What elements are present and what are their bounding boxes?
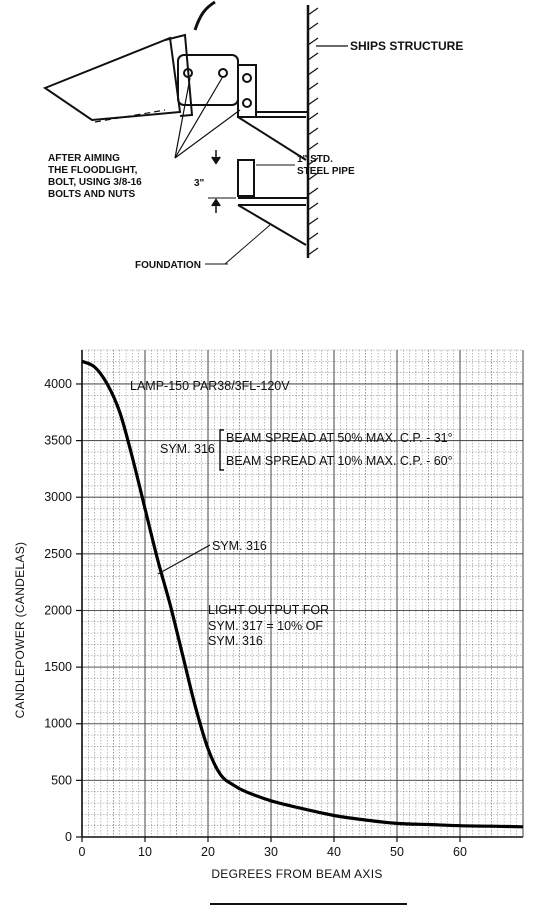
x-tick-label: 50 [390, 845, 404, 859]
label-after-aiming-1: AFTER AIMING [48, 153, 120, 164]
x-tick-label: 30 [264, 845, 278, 859]
y-axis-title: CANDLEPOWER (CANDELAS) [13, 541, 27, 719]
x-tick-label: 60 [453, 845, 467, 859]
y-tick-label: 1000 [44, 716, 72, 731]
x-axis-title: DEGREES FROM BEAM AXIS [211, 867, 383, 881]
candlepower-chart [0, 330, 537, 890]
beam-spread-line-2: BEAM SPREAD AT 10% MAX. C.P. - 60° [226, 454, 453, 468]
x-tick-label: 20 [201, 845, 215, 859]
y-tick-label: 2500 [44, 546, 72, 561]
label-pipe-2: STEEL PIPE [297, 166, 355, 177]
y-tick-label: 0 [65, 830, 72, 844]
y-tick-label: 3500 [44, 433, 72, 448]
floodlight-mounting-diagram [0, 0, 537, 300]
y-tick-label: 500 [51, 773, 72, 788]
sym-label: SYM. 316 [160, 442, 215, 456]
chart-title: LAMP-150 PAR38/3FL-120V [130, 379, 290, 393]
y-tick-label: 4000 [44, 376, 72, 391]
x-tick-label: 10 [138, 845, 152, 859]
label-pipe-1: 1" STD. [297, 154, 333, 165]
light-output-line-1: LIGHT OUTPUT FOR [208, 603, 330, 617]
label-foundation: FOUNDATION [135, 260, 201, 271]
separator-rule-bottom [0, 900, 537, 910]
light-output-line-3: SYM. 316 [208, 634, 263, 648]
upper-bracket [238, 65, 308, 160]
label-dimension: 3" [194, 178, 205, 189]
curve-label-leader [158, 545, 210, 574]
label-after-aiming-2: THE FLOODLIGHT, [48, 165, 138, 176]
label-after-aiming-3: BOLT, USING 3/8-16 [48, 177, 142, 188]
curve-label: SYM. 316 [212, 539, 267, 553]
light-output-line-2: SYM. 317 = 10% OF [208, 619, 323, 633]
ship-structure-wall [308, 5, 318, 258]
x-tick-label: 0 [78, 845, 86, 859]
beam-spread-brace [220, 430, 224, 470]
y-tick-label: 3000 [44, 490, 72, 505]
x-tick-label: 40 [327, 845, 341, 859]
label-ships-structure: SHIPS STRUCTURE [350, 39, 464, 53]
label-after-aiming-4: BOLTS AND NUTS [48, 189, 136, 200]
floodlight-housing [45, 2, 238, 122]
chart-grid [82, 350, 523, 837]
y-tick-label: 2000 [44, 603, 72, 618]
lower-pipe-assembly [208, 150, 308, 264]
y-tick-label: 1500 [44, 660, 72, 675]
beam-spread-line-1: BEAM SPREAD AT 50% MAX. C.P. - 31° [226, 431, 453, 445]
